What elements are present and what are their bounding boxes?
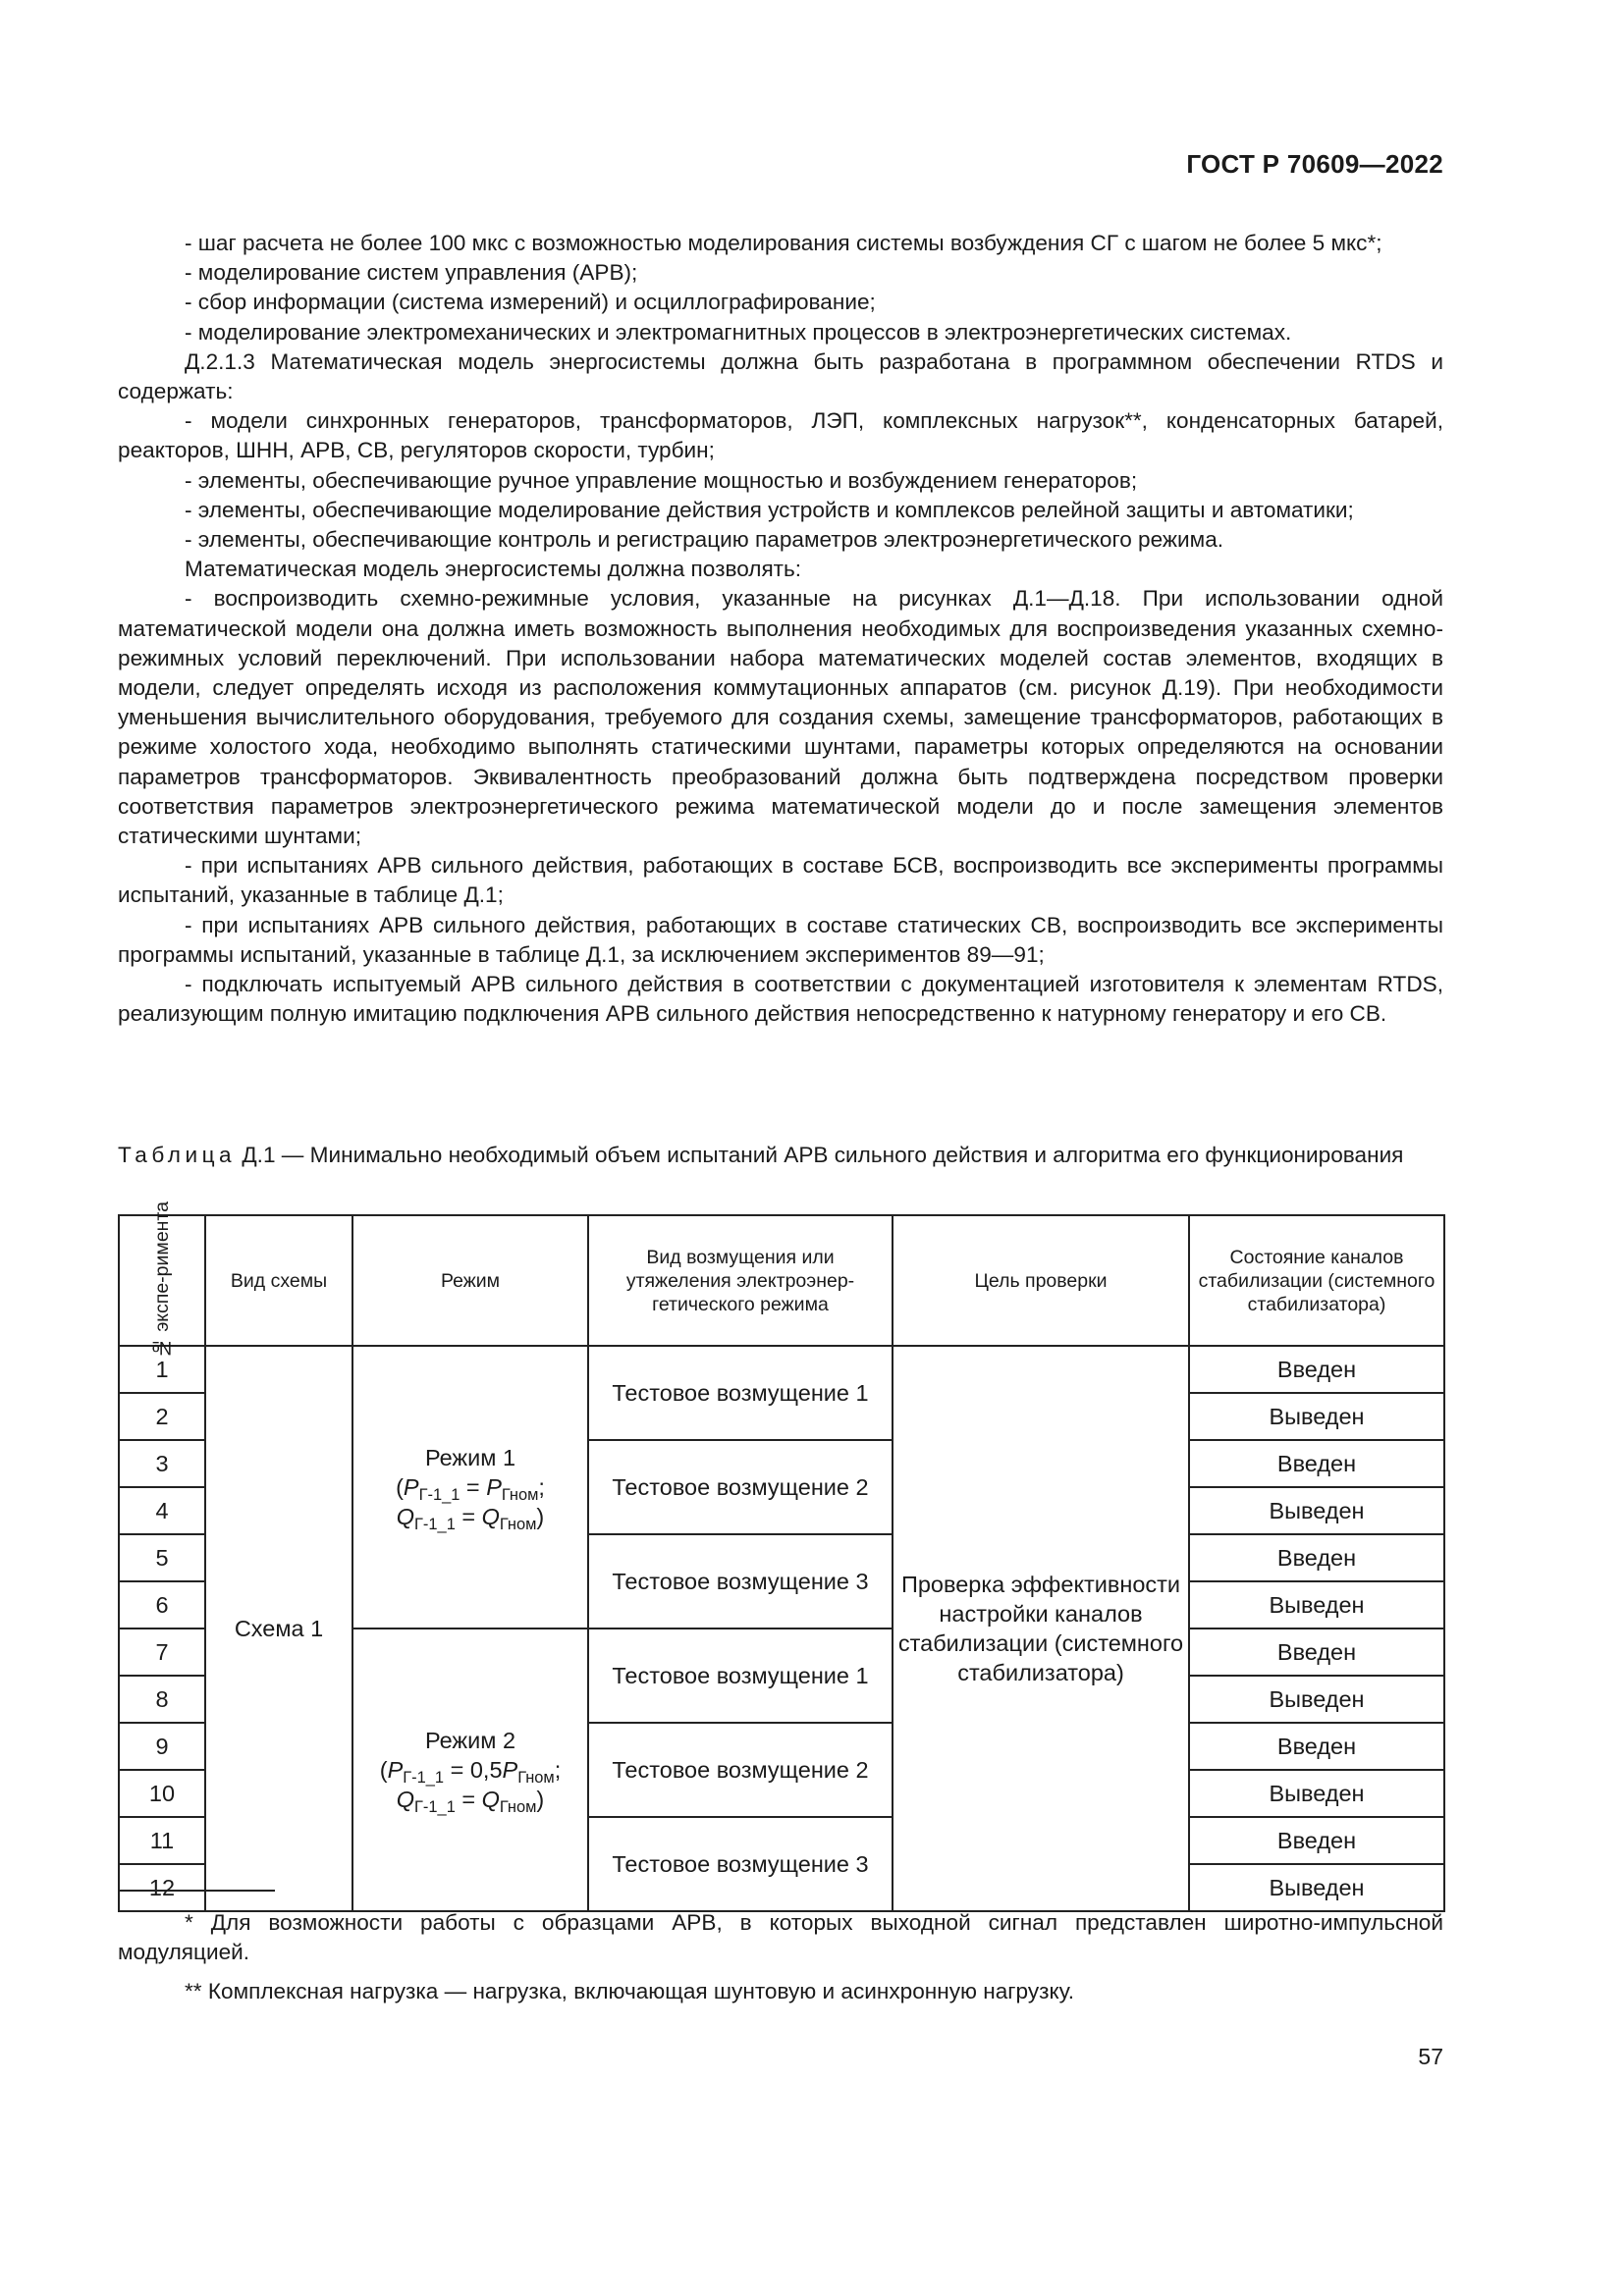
disturbance-cell: Тестовое возмущение 1 xyxy=(588,1346,893,1440)
disturbance-cell: Тестовое возмущение 2 xyxy=(588,1723,893,1817)
disturbance-cell: Тестовое возмущение 2 xyxy=(588,1440,893,1534)
state-cell: Введен xyxy=(1189,1817,1444,1864)
paragraph: - элементы, обеспечивающие ручное управление мощностью и возбуждением генераторов; xyxy=(185,467,1138,493)
table-caption-label: Таблица xyxy=(118,1143,237,1167)
header-scheme: Вид схемы xyxy=(205,1215,352,1346)
body-text xyxy=(118,229,1443,1029)
row-number: 6 xyxy=(119,1581,205,1629)
state-cell: Выведен xyxy=(1189,1676,1444,1723)
paragraph: - элементы, обеспечивающие контроль и регистрацию параметров электроэнергетического режима. xyxy=(185,527,1224,553)
header-exp-number: № экспе-римента xyxy=(119,1215,205,1346)
state-cell: Введен xyxy=(1189,1346,1444,1393)
header-mode: Режим xyxy=(352,1215,588,1346)
row-number: 5 xyxy=(119,1534,205,1581)
state-cell: Введен xyxy=(1189,1440,1444,1487)
header-disturbance: Вид возмущения или утяжеления электроэнер-гетического режима xyxy=(588,1215,893,1346)
state-cell: Выведен xyxy=(1189,1770,1444,1817)
test-table xyxy=(118,1201,1445,1912)
row-number: 1 xyxy=(119,1346,205,1393)
row-number: 8 xyxy=(119,1676,205,1723)
mode-name: Режим 1 xyxy=(424,1445,516,1470)
mode-cell xyxy=(352,1629,588,1911)
document-header: ГОСТ Р 70609—2022 xyxy=(1186,149,1443,179)
state-cell: Выведен xyxy=(1189,1864,1444,1911)
header-stabilizer-state: Состояние каналов стабилизации (системного стабилизатора) xyxy=(1189,1215,1444,1346)
mode-name: Режим 2 xyxy=(424,1728,516,1753)
paragraph: - подключать испытуемый АРВ сильного действия в соответствии с документацией изготовителя к элементам RTDS, реализующим полную имитацию подключения АРВ сильного действия непосредственно к натурному генератору и его СВ. xyxy=(118,972,1443,1027)
row-number: 4 xyxy=(119,1487,205,1534)
row-number: 12 xyxy=(119,1864,205,1911)
disturbance-cell: Тестовое возмущение 3 xyxy=(588,1817,893,1911)
row-number: 2 xyxy=(119,1393,205,1440)
mode-formula: ($P_{Г-1\_1} = 0,5P_{Гном}$; $Q_{Г-1\_1} = Q_{Гном}$) xyxy=(379,1757,562,1816)
footnote: * Для возможности работы с образцами АРВ, в которых выходной сигнал представлен широтно-импульсной модуляцией. xyxy=(118,1910,1443,1964)
disturbance-cell: Тестовое возмущение 3 xyxy=(588,1534,893,1629)
mode-cell xyxy=(352,1346,588,1629)
state-cell: Введен xyxy=(1189,1534,1444,1581)
state-cell: Выведен xyxy=(1189,1581,1444,1629)
paragraph: Математическая модель энергосистемы должна позволять: xyxy=(185,557,802,582)
paragraph: - воспроизводить схемно-режимные условия, указанные на рисунках Д.1—Д.18. При использовании одной математической модели она должна иметь возможность выполнения необходимых для воспроизведения указанных схемно-режимных условий переключений. При использовании набора математических моделей состав элементов, входящих в модели, следует определять исходя из расположения коммутационных аппаратов (см. рисунок Д.19). При необходимости уменьшения вычислительного оборудования, требуемого для создания схемы, замещение трансформаторов, работающих в режиме холостого хода, необходимо выполнять статическими шунтами, параметры которых определяются на основании параметров трансформаторов. Эквивалентность преобразований должна быть подтверждена посредством проверки соответствия параметров электроэнергетического режима математической модели до и после замещения элементов статическими шунтами; xyxy=(118,586,1443,849)
paragraph: - моделирование электромеханических и электромагнитных процессов в электроэнергетических системах. xyxy=(185,319,1292,345)
table-row xyxy=(119,1346,1444,1393)
row-number: 3 xyxy=(119,1440,205,1487)
row-number: 10 xyxy=(119,1770,205,1817)
paragraph: Д.2.1.3 Математическая модель энергосистемы должна быть разработана в программном обеспечении RTDS и содержать: xyxy=(118,348,1443,404)
state-cell: Введен xyxy=(1189,1629,1444,1676)
paragraph: - модели синхронных генераторов, трансформаторов, ЛЭП, комплексных нагрузок**, конденсаторных батарей, реакторов, ШНН, АРВ, СВ, регуляторов скорости, турбин; xyxy=(118,408,1443,463)
table-caption xyxy=(118,1141,1443,1170)
page-number: 57 xyxy=(1418,2044,1443,2069)
row-number: 9 xyxy=(119,1723,205,1770)
footnote-separator xyxy=(118,1890,275,1892)
paragraph: - элементы, обеспечивающие моделирование действия устройств и комплексов релейной защиты и автоматики; xyxy=(185,497,1354,522)
paragraph: - при испытаниях АРВ сильного действия, работающих в составе статических СВ, воспроизводить все эксперименты программы испытаний, указанные в таблице Д.1, за исключением экспериментов 89—91; xyxy=(118,912,1443,967)
state-cell: Выведен xyxy=(1189,1393,1444,1440)
purpose-cell: Проверка эффективности настройки каналов стабилизации (системного стабилизатора) xyxy=(893,1346,1189,1911)
paragraph: - моделирование систем управления (АРВ); xyxy=(185,260,638,286)
table-caption-text: Д.1 — Минимально необходимый объем испытаний АРВ сильного действия и алгоритма его функционирования xyxy=(236,1143,1404,1167)
state-cell: Выведен xyxy=(1189,1487,1444,1534)
row-number: 11 xyxy=(119,1817,205,1864)
mode-formula: ($P_{Г-1\_1} = P_{Гном}$; $Q_{Г-1\_1} = Q_{Гном}$) xyxy=(396,1474,545,1533)
disturbance-cell: Тестовое возмущение 1 xyxy=(588,1629,893,1723)
scheme-cell: Схема 1 xyxy=(205,1346,352,1911)
row-number: 7 xyxy=(119,1629,205,1676)
paragraph: - при испытаниях АРВ сильного действия, работающих в составе БСВ, воспроизводить все эксперименты программы испытаний, указанные в таблице Д.1; xyxy=(118,853,1443,908)
table-header-row xyxy=(119,1215,1444,1346)
footnotes xyxy=(118,1908,1443,2016)
header-purpose: Цель проверки xyxy=(893,1215,1189,1346)
paragraph: - шаг расчета не более 100 мкс с возможностью моделирования системы возбуждения СГ с шагом не более 5 мкс*; xyxy=(185,231,1382,255)
state-cell: Введен xyxy=(1189,1723,1444,1770)
footnote: ** Комплексная нагрузка — нагрузка, включающая шунтовую и асинхронную нагрузку. xyxy=(185,1979,1074,2003)
paragraph: - сбор информации (система измерений) и осциллографирование; xyxy=(185,290,876,315)
